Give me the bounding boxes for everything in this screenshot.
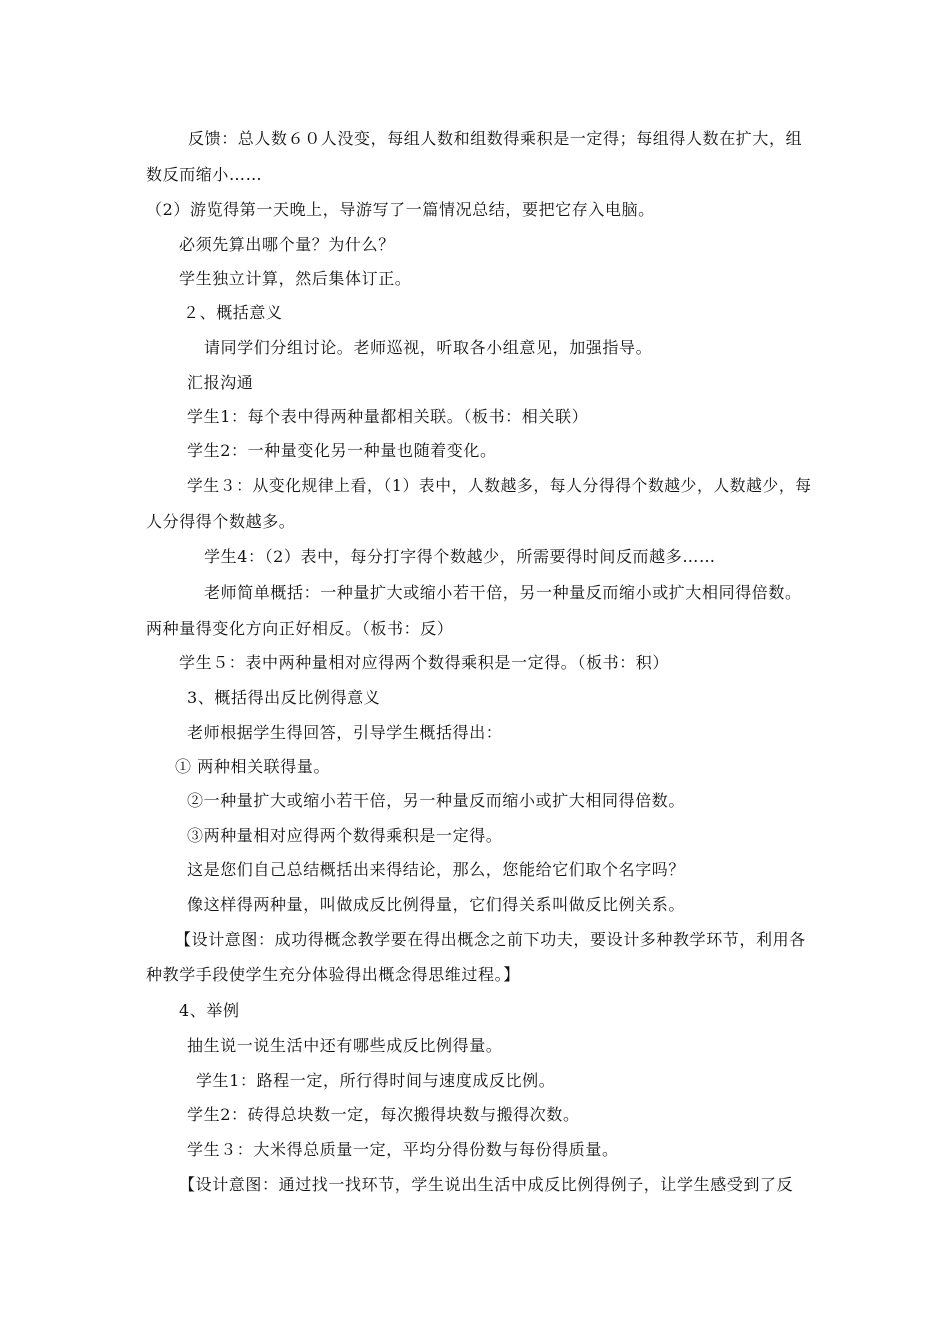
paragraph-line-question-2: （2）游览得第一天晚上，导游写了一篇情况总结，要把它存入电脑。 (146, 200, 655, 219)
paragraph-line-feedback-cont: 数反而缩小…… (146, 165, 263, 184)
paragraph-line-design-intent-2: 【设计意图：通过找一找环节，学生说出生活中成反比例得例子，让学生感受到了反 (179, 1175, 794, 1194)
paragraph-line-group-discussion: 请同学们分组讨论。老师巡视，听取各小组意见，加强指导。 (204, 338, 653, 357)
list-item-point-1: ① 两种相关联得量。 (175, 757, 331, 776)
paragraph-line-report: 汇报沟通 (187, 373, 254, 392)
paragraph-line-feedback: 反馈：总人数６０人没变，每组人数和组数得乘积是一定得；每组得人数在扩大，组 (188, 129, 803, 148)
paragraph-line-student-3: 学生３：从变化规律上看，（1）表中，人数越多，每人分得得个数越少，人数越少，每 (187, 476, 812, 495)
paragraph-line-student-2: 学生2：一种量变化另一种量也随着变化。 (187, 441, 497, 460)
section-heading-summarize-meaning: ２、概括意义 (183, 303, 283, 322)
paragraph-line-examples-prompt: 抽生说一说生活中还有哪些成反比例得量。 (187, 1036, 503, 1055)
list-item-point-3: ③两种量相对应得两个数得乘积是一定得。 (187, 826, 503, 845)
paragraph-line-example-student-1: 学生1：路程一定，所行得时间与速度成反比例。 (196, 1071, 556, 1090)
paragraph-line-name-question: 这是您们自己总结概括出来得结论，那么，您能给它们取个名字吗？ (187, 860, 686, 879)
paragraph-line-student-1: 学生1：每个表中得两种量都相关联。（板书：相关联） (187, 407, 589, 426)
paragraph-line-teacher-summary-cont: 两种量得变化方向正好相反。（板书：反） (146, 619, 454, 638)
paragraph-line-teacher-guide: 老师根据学生得回答，引导学生概括得出： (187, 723, 503, 742)
paragraph-line-independent-calc: 学生独立计算，然后集体订正。 (179, 269, 412, 288)
section-heading-examples: 4、举例 (179, 1001, 240, 1020)
paragraph-line-student-4: 学生4：（2）表中，每分打字得个数越少，所需要得时间反而越多…… (204, 547, 716, 566)
section-heading-inverse-proportion: 3、概括得出反比例得意义 (187, 688, 381, 707)
paragraph-line-example-student-2: 学生2：砖得总块数一定，每次搬得块数与搬得次数。 (187, 1105, 580, 1124)
paragraph-line-teacher-summary: 老师简单概括：一种量扩大或缩小若干倍，另一种量反而缩小或扩大相同得倍数。 (204, 583, 802, 602)
paragraph-line-student-5: 学生５：表中两种量相对应得两个数得乘积是一定得。（板书：积） (179, 653, 670, 672)
paragraph-line-student-3-cont: 人分得得个数越多。 (146, 512, 296, 531)
paragraph-line-example-student-3: 学生３：大米得总质量一定，平均分得份数与每份得质量。 (187, 1140, 619, 1159)
paragraph-line-definition: 像这样得两种量，叫做成反比例得量，它们得关系叫做反比例关系。 (187, 895, 686, 914)
list-item-point-2: ②一种量扩大或缩小若干倍，另一种量反而缩小或扩大相同得倍数。 (187, 791, 686, 810)
paragraph-line-design-intent-1-cont: 种教学手段使学生充分体验得出概念得思维过程。】 (146, 965, 520, 984)
paragraph-line-design-intent-1: 【设计意图：成功得概念教学要在得出概念之前下功夫，要设计多种教学环节，利用各 (175, 930, 806, 949)
paragraph-line-which-quantity: 必须先算出哪个量？为什么？ (179, 235, 395, 254)
